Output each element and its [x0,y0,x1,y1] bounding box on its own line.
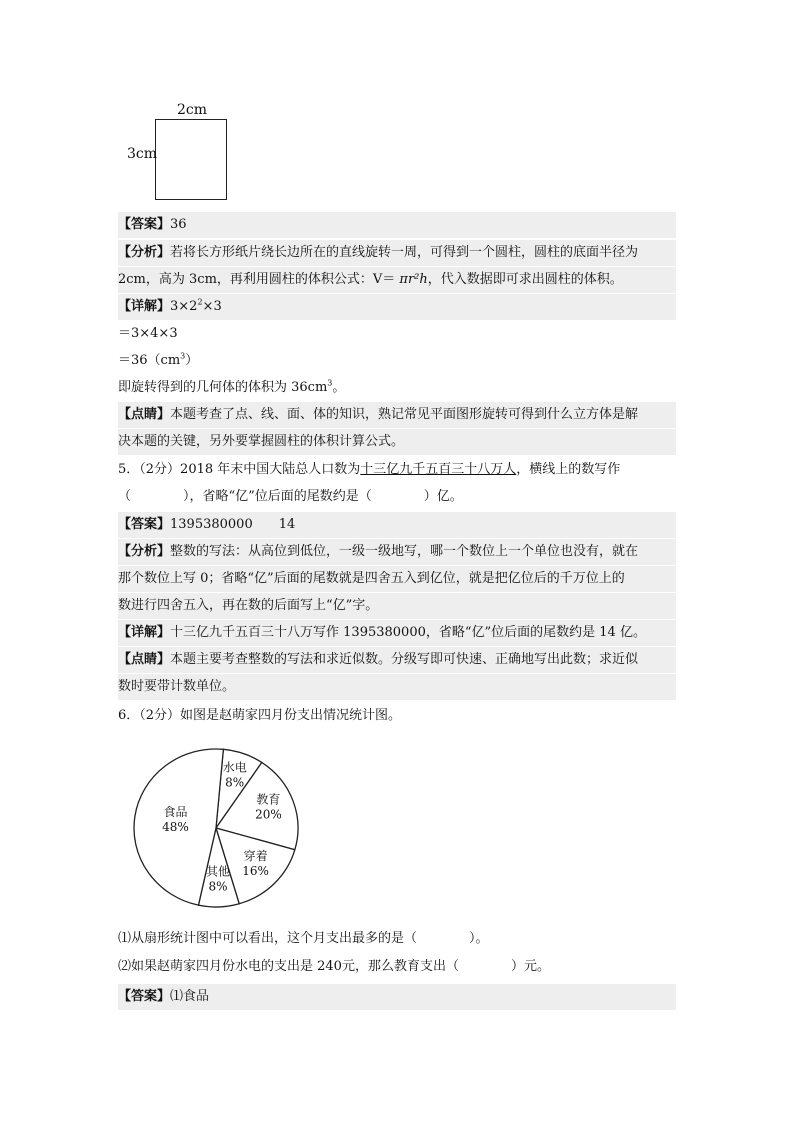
expense-pie-chart [130,745,302,911]
q5-answer: 【答案】1395380000 14 [118,512,676,538]
q5-comment-line-2: 数时要带计数单位。 [118,674,676,700]
q4-detail-line-4: 即旋转得到的几何体的体积为 $36cm^3$。 [118,378,346,395]
q5-stem-line-2: （ ），省略“亿”位后面的尾数约是（ ）亿。 [118,489,463,504]
q4-comment-line-2: 决本题的关键，另外要掌握圆柱的体积计算公式。 [118,429,676,455]
q5-detail: 【详解】十三亿九千五百三十八万写作 1395380000，省略“亿”位后面的尾数约是 14 亿。 [118,620,676,646]
rectangle-figure [125,100,245,205]
q5-analysis-line-1: 【分析】整数的写法：从高位到低位，一级一级地写，哪一个数位上一个单位也没有，就在 [118,539,676,565]
q5-stem-line-1: 5．（2分）2018 年末中国大陆总人口数为十三亿九千五百三十八万人，横线上的数写作 [118,462,621,477]
pie-label-name-4: 其他 [205,864,231,879]
pie-label-value-4: 8% [208,879,228,894]
q4-answer: 【答案】36 [118,212,676,238]
q4-detail-line-3: $=36(cm^3)$ [118,351,199,368]
rectangle-height-label: 3cm [127,146,158,162]
pie-label-name-1: 水电 [222,760,247,775]
pie-label-name-2: 教育 [256,792,281,807]
q4-analysis-line-2: 2cm，高为 3cm，再利用圆柱的体积公式：V＝ πr²h，代入数据即可求出圆柱的体积。 [118,267,676,293]
q6-sub-question-2: ⑵如果赵萌家四月份水电的支出是 240元，那么教育支出（ ）元。 [118,959,550,974]
rectangle-shape [155,119,227,200]
pie-label-name-3: 穿着 [243,848,268,863]
q4-detail-line-2: ＝3×4×3 [118,326,178,341]
q6-answer: 【答案】⑴食品 [118,984,676,1010]
rectangle-width-label: 2cm [177,102,208,118]
pie-label-value-2: 20% [255,807,282,822]
q5-analysis-line-3: 数进行四舍五入，再在数的后面写上“亿”字。 [118,593,676,619]
q4-analysis-line-1: 【分析】若将长方形纸片绕长边所在的直线旋转一周，可得到一个圆柱，圆柱的底面半径为 [118,240,676,266]
pie-label-name-5: 食品 [163,805,188,819]
q5-analysis-line-2: 那个数位上写 0；省略“亿”后面的尾数就是四舍五入到亿位，就是把亿位后的千万位上的 [118,566,676,592]
pie-label-value-3: 16% [242,863,269,878]
q6-sub-question-1: ⑴从扇形统计图中可以看出，这个月支出最多的是（ ）。 [118,931,489,946]
q4-detail-line-1: 【详解】$3\times 2^2\times 3$ [118,294,676,320]
volume-formula: πr²h [399,272,428,287]
q5-comment-line-1: 【点睛】本题主要考查整数的写法和求近似数。分级写即可快速、正确地写出此数；求近似 [118,647,676,673]
q6-stem: 6．（2分）如图是赵萌家四月份支出情况统计图。 [118,708,402,723]
pie-label-value-5: 48% [162,820,189,834]
pie-label-value-1: 8% [225,775,245,790]
q4-comment-line-1: 【点睛】本题考查了点、线、面、体的知识，熟记常见平面图形旋转可得到什么立方体是解 [118,402,676,428]
